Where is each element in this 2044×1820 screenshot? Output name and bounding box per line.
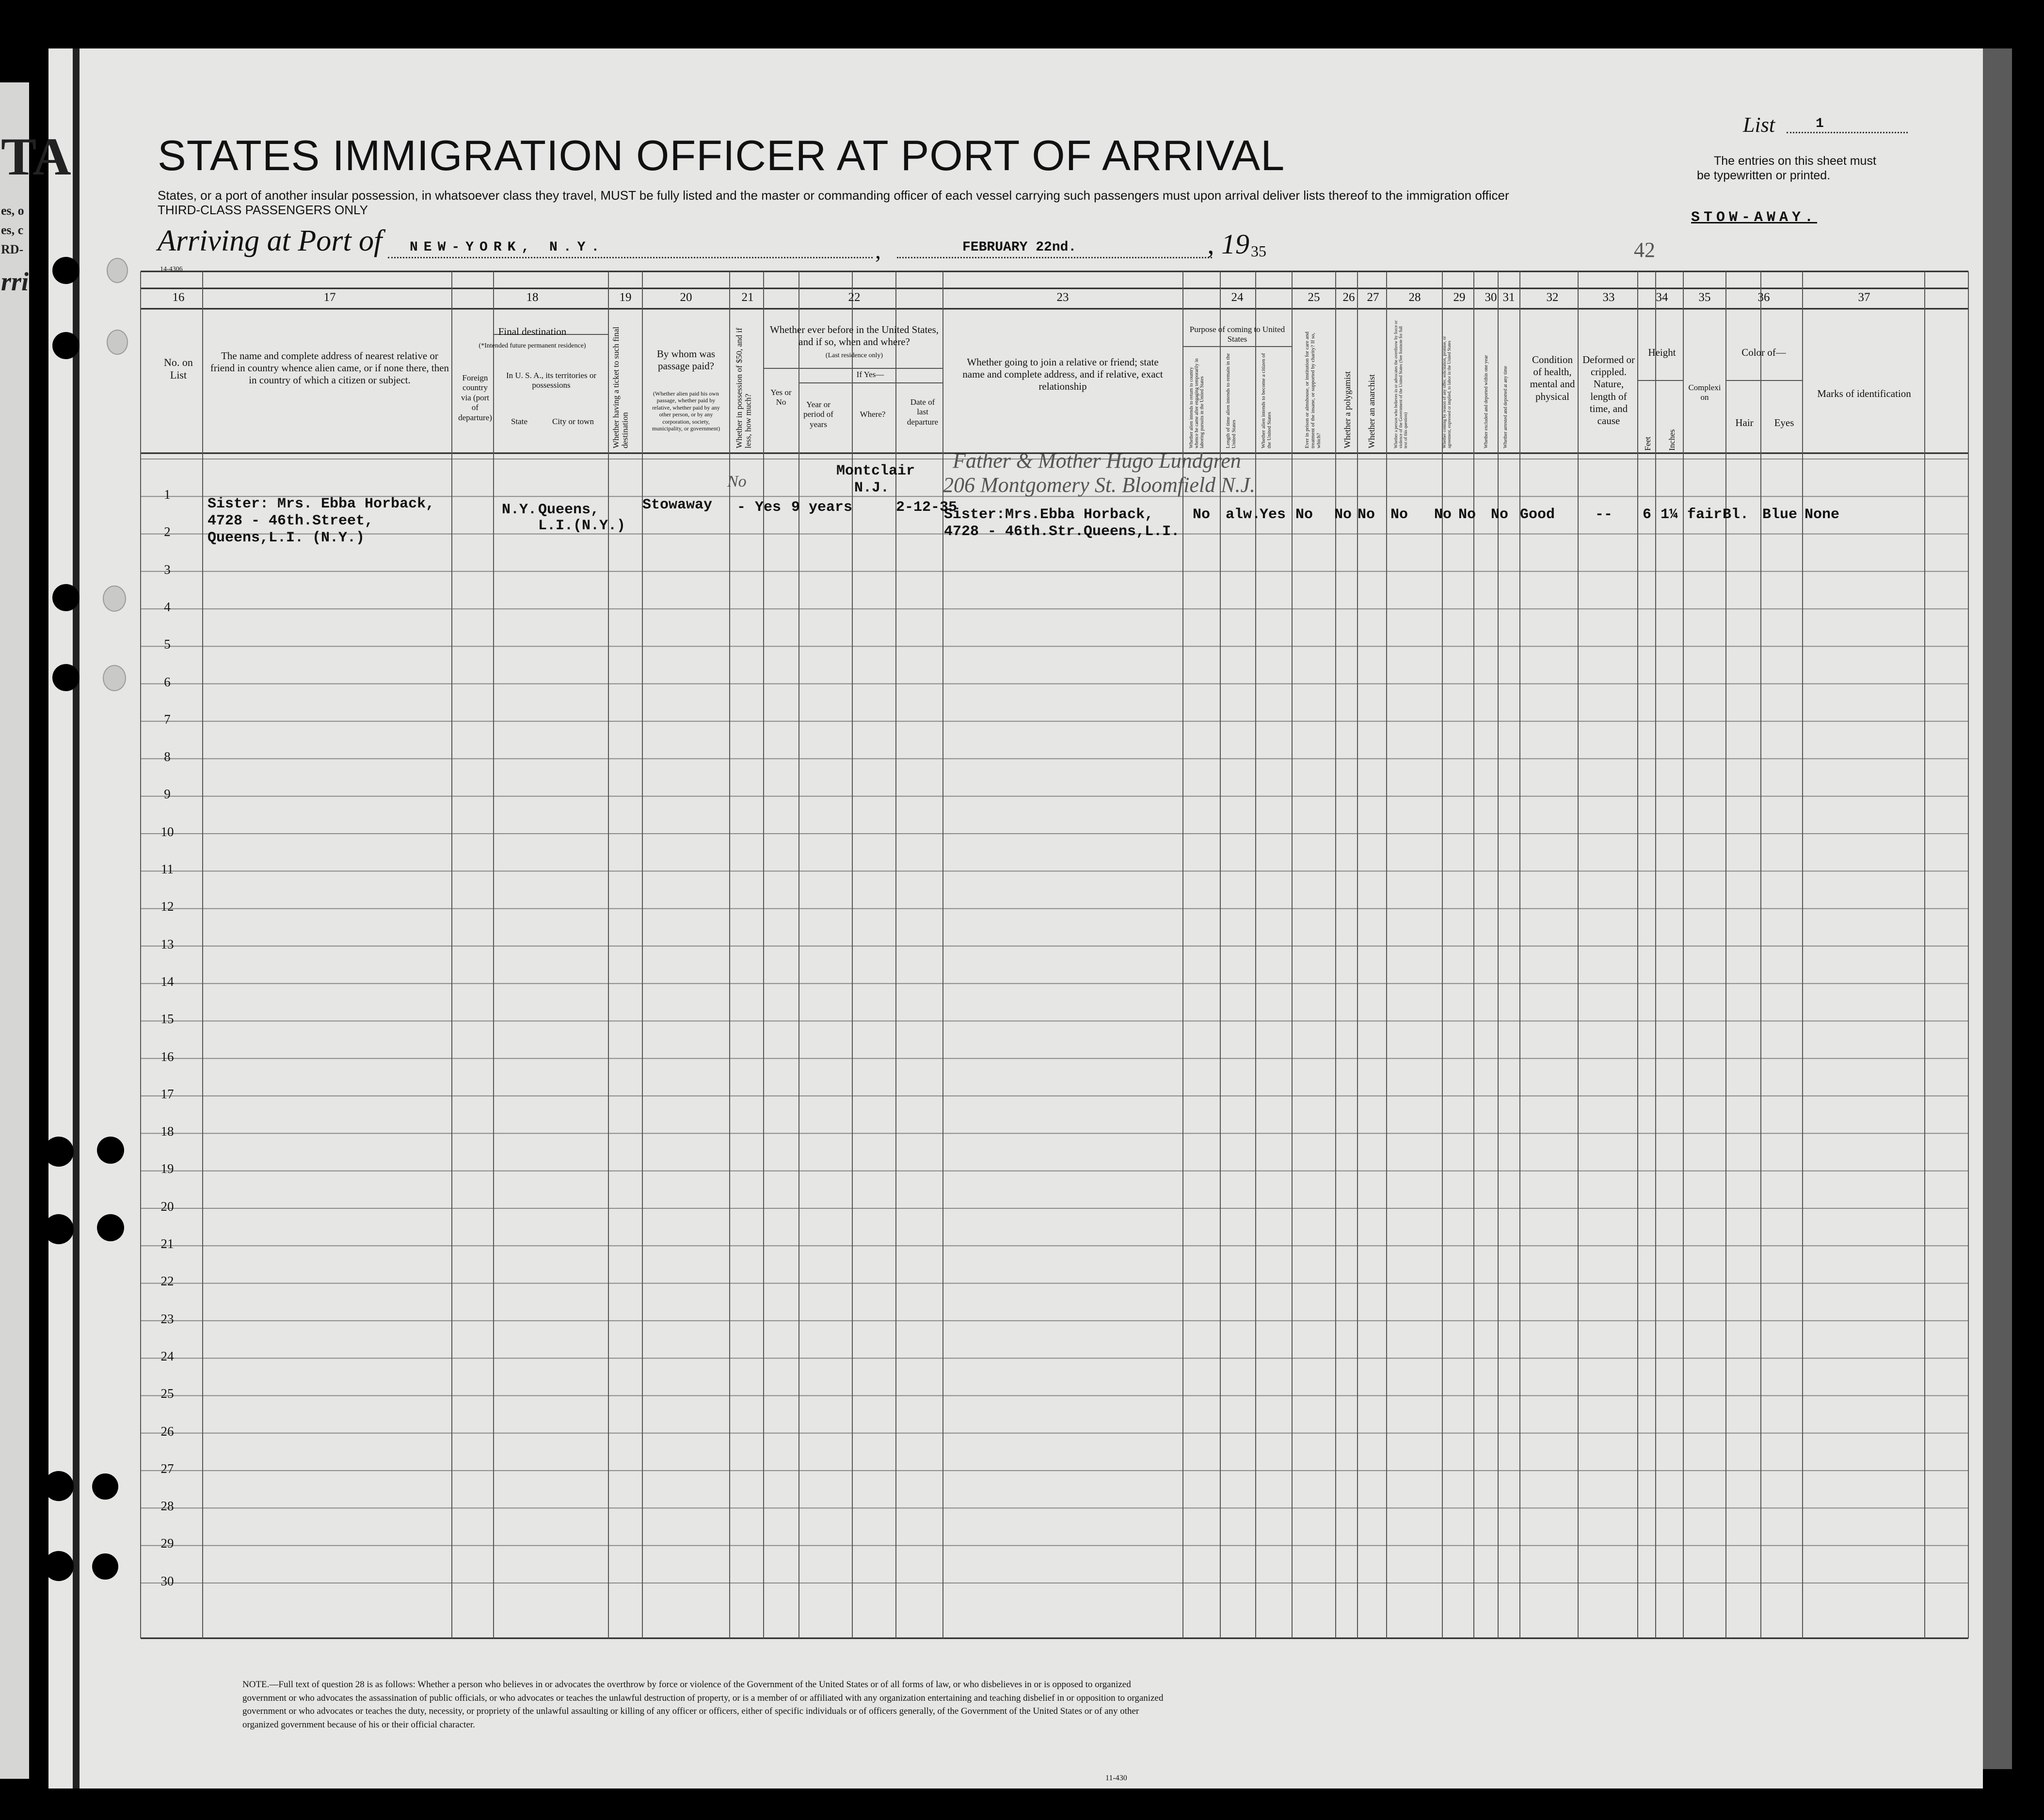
header-complexion: Complexion xyxy=(1688,383,1721,402)
header-overthrow: Whether a person who believes in or advocates the overthrow by force or violence of the Government of the United States (See footnote for full text of this question) xyxy=(1393,320,1408,448)
header-final-destination-note: (*Intended future permanent residence) xyxy=(479,342,586,349)
row-number: 5 xyxy=(164,637,171,652)
col-num-36: 36 xyxy=(1757,291,1770,304)
row-number: 11 xyxy=(161,862,174,876)
instructions-line-2: THIRD-CLASS PASSENGERS ONLY xyxy=(158,203,368,217)
row-number: 12 xyxy=(160,899,174,914)
header-where: Where? xyxy=(860,410,886,419)
purpose-return: No xyxy=(1193,506,1211,523)
money-value: - xyxy=(737,499,746,516)
row-number: 4 xyxy=(164,599,171,614)
port-value: NEW-YORK, N.Y. xyxy=(410,240,606,255)
row-number: 2 xyxy=(164,524,171,539)
last-departure-date: 2-12-35 xyxy=(896,499,958,516)
height-feet: 6 xyxy=(1643,506,1652,523)
row-number: 23 xyxy=(160,1311,174,1326)
header-ticket: Whether having a ticket to such final destination xyxy=(611,326,630,448)
col-num-30: 30 xyxy=(1485,291,1497,304)
col-num-25: 25 xyxy=(1308,291,1320,304)
row-number: 8 xyxy=(164,749,171,764)
col-num-33: 33 xyxy=(1602,291,1615,304)
comma: , xyxy=(875,238,881,264)
header-prison: Ever in prison or almshouse, or institution for care and treatment of the insane, or supported by charity? If so, which? xyxy=(1304,332,1322,448)
scrap-text-3: es, c xyxy=(1,223,24,237)
header-height: Height xyxy=(1648,347,1676,358)
row-number: 20 xyxy=(160,1199,174,1214)
entries-note-1: The entries on this sheet must xyxy=(1714,154,1876,168)
header-yes-or-no: Yes or No xyxy=(770,388,792,407)
join-relative-line-2: 4728 - 46th.Str.Queens,L.I. xyxy=(944,523,1180,540)
destination-city-line-2: L.I.(N.Y.) xyxy=(538,518,626,534)
money-handwritten: No xyxy=(727,473,747,491)
header-fifty-dollars: Whether in possession of $50, and if less, how much? xyxy=(735,328,753,448)
header-year-period: Year or period of years xyxy=(803,400,833,429)
destination-state: N.Y. xyxy=(502,502,537,518)
instructions-line-1: States, or a port of another insular possession, in whatsoever class they travel, MUST be fully listed and the master or commanding officer of each vessel carrying such passengers must upon arrival deliver lists thereof to the immigration officer xyxy=(158,188,1509,203)
row-number: 25 xyxy=(160,1386,174,1401)
year-suffix: 35 xyxy=(1251,242,1266,260)
deformed-value: -- xyxy=(1595,506,1613,523)
col-num-19: 19 xyxy=(619,291,632,304)
col-num-29: 29 xyxy=(1453,291,1466,304)
handwritten-annotation-2: 206 Montgomery St. Bloomfield N.J. xyxy=(943,473,1256,497)
header-final-destination: Final destination xyxy=(498,326,567,337)
scrap-text-1: TA xyxy=(1,127,71,186)
relative-address-line-3: Queens,L.I. (N.Y.) xyxy=(208,530,365,546)
header-hair: Hair xyxy=(1735,417,1754,428)
col-num-22: 22 xyxy=(848,291,861,304)
join-relative-line-1: Sister:Mrs.Ebba Horback, xyxy=(944,506,1154,523)
page-number: 42 xyxy=(1634,238,1655,262)
list-label: List xyxy=(1743,113,1775,137)
header-offer: Whether coming by reason of any offer, solicitation, promise, or agreement, expressed or implied, to labor in the United States xyxy=(1442,336,1452,448)
header-state: State xyxy=(511,417,527,426)
scrap-text-5: rri xyxy=(1,267,29,296)
row-number: 30 xyxy=(160,1573,174,1588)
header-eyes: Eyes xyxy=(1774,417,1794,428)
col-num-16: 16 xyxy=(172,291,185,304)
destination-city-line-1: Queens, xyxy=(538,502,600,518)
row-number: 29 xyxy=(160,1536,174,1551)
arrested-value: No xyxy=(1491,506,1509,523)
scrap-text-2: es, o xyxy=(1,204,24,218)
header-city: City or town xyxy=(552,417,594,426)
before-where-line-1: Montclair xyxy=(836,463,915,479)
header-no-on-list: No. on List xyxy=(164,356,193,381)
scrap-text-4: RD- xyxy=(1,242,24,256)
row-number: 10 xyxy=(160,824,174,839)
health-value: Good xyxy=(1520,506,1555,523)
col-num-24: 24 xyxy=(1231,291,1244,304)
header-purpose-length: Length of time alien intends to remain in the United States xyxy=(1225,353,1237,448)
row-number: 27 xyxy=(160,1461,174,1476)
footnote: NOTE.—Full text of question 28 is as follows: Whether a person who believes in or advocates the overthrow by force or violence of the Government of the United States or of all forms of law, or who disbelieves in or is opposed to organized government or who advocates the assassination of public officials, or who advocates or teaches the unlawful destruction of property, or is a member of or affiliated with any organization entertaining and teaching disbelief in or opposition to organized government or who advocates or teaches the duty, necessity, or propriety of the unlawful assaulting or killing of any officer or officers, either of specific individuals or of officers generally, of the Government of the United States or of any other organized government because of his or their official character. xyxy=(242,1679,1164,1730)
header-foreign-country: Foreign country via (port of departure) xyxy=(458,373,492,422)
row-number: 26 xyxy=(160,1424,174,1439)
row-number: 7 xyxy=(164,712,171,727)
row-number: 28 xyxy=(160,1499,174,1514)
stowaway-stamp: STOW-AWAY. xyxy=(1691,209,1818,226)
row-number: 16 xyxy=(160,1049,174,1064)
header-purpose-citizen: Whether alien intends to become a citizen of the United States xyxy=(1261,353,1273,448)
form-code: 14-4306 xyxy=(160,266,183,273)
row-number: 15 xyxy=(160,1012,174,1027)
prison-value: No xyxy=(1295,506,1313,523)
col-num-31: 31 xyxy=(1502,291,1515,304)
row-number: 13 xyxy=(160,936,174,951)
header-purpose: Purpose of coming to United States xyxy=(1189,325,1285,344)
row-number: 24 xyxy=(160,1348,174,1363)
overthrow-value: No xyxy=(1390,506,1408,523)
entries-note-2: be typewritten or printed. xyxy=(1697,169,1831,182)
eye-color: Blue xyxy=(1762,506,1798,523)
height-inches: 1¼ xyxy=(1661,506,1678,523)
header-feet: Feet xyxy=(1643,436,1652,451)
before-where-line-2: N.J. xyxy=(854,480,890,496)
col-num-23: 23 xyxy=(1056,291,1069,304)
passage-paid-by: Stowaway xyxy=(642,497,713,513)
row-number: 3 xyxy=(164,562,171,577)
year-prefix: , 19 xyxy=(1207,228,1249,260)
header-polygamist: Whether a polygamist xyxy=(1342,371,1352,448)
list-number: 1 xyxy=(1816,116,1824,131)
col-num-37: 37 xyxy=(1858,291,1870,304)
row-number: 22 xyxy=(160,1274,174,1289)
handwritten-annotation-1: Father & Mother Hugo Lundgren xyxy=(953,449,1241,473)
identification-marks: None xyxy=(1804,506,1840,523)
col-num-20: 20 xyxy=(680,291,692,304)
before-years: 9 years xyxy=(791,499,853,516)
row-number: 19 xyxy=(160,1161,174,1176)
header-anarchist: Whether an anarchist xyxy=(1367,374,1376,448)
before-yes-no: Yes xyxy=(755,499,782,516)
row-number: 1 xyxy=(164,487,171,502)
arriving-label: Arriving at Port of xyxy=(158,224,383,257)
col-num-17: 17 xyxy=(323,291,336,304)
header-marks: Marks of identification xyxy=(1817,388,1911,399)
header-if-yes: If Yes— xyxy=(856,370,884,379)
header-passage-paid: By whom was passage paid? xyxy=(656,348,716,372)
col-num-21: 21 xyxy=(741,291,754,304)
row-number: 21 xyxy=(160,1236,174,1251)
header-arrested: Whether arrested and deported at any time xyxy=(1503,366,1508,448)
header-date-departure: Date of last departure xyxy=(907,397,939,427)
relative-address-line-2: 4728 - 46th.Street, xyxy=(208,513,374,529)
row-number: 18 xyxy=(160,1124,174,1139)
header-purpose-return: Whether alien intends to return to country whence he came after engaging temporarily in laboring pursuits in the United States xyxy=(1189,358,1205,448)
col-num-32: 32 xyxy=(1546,291,1559,304)
header-usa-territories: In U. S. A., its territories or possessions xyxy=(506,371,597,390)
page-title: STATES IMMIGRATION OFFICER AT PORT OF ARRIVAL xyxy=(158,131,1285,179)
header-passage-note: (Whether alien paid his own passage, whether paid by relative, whether paid by any other person, or by any corporation, society, municipality, or government) xyxy=(652,390,720,432)
header-ever-before: Whether ever before in the United States, and if so, when and where? xyxy=(769,324,939,348)
header-deformed: Deformed or crippled. Nature, length of time, and cause xyxy=(1582,354,1635,427)
row-number: 17 xyxy=(160,1086,174,1101)
complexion-value: fair xyxy=(1687,506,1723,523)
col-num-27: 27 xyxy=(1367,291,1379,304)
anarchist-value: No xyxy=(1357,506,1375,523)
header-nearest-relative: The name and complete address of nearest relative or friend in country whence alien came, or if none there, then in country of which a citizen or subject. xyxy=(210,350,449,386)
header-color-of: Color of— xyxy=(1741,347,1786,358)
arrival-date: FEBRUARY 22nd. xyxy=(962,240,1077,255)
row-number: 9 xyxy=(164,787,171,802)
relative-address-line-1: Sister: Mrs. Ebba Horback, xyxy=(208,496,435,512)
col-num-35: 35 xyxy=(1698,291,1711,304)
purpose-length: alw. xyxy=(1226,506,1261,523)
row-number: 6 xyxy=(164,674,171,689)
col-num-18: 18 xyxy=(526,291,539,304)
purpose-citizen: Yes xyxy=(1260,506,1286,523)
row-number: 14 xyxy=(160,974,174,989)
col-num-26: 26 xyxy=(1342,291,1355,304)
polygamist-value: No xyxy=(1334,506,1352,523)
header-ever-before-note: (Last residence only) xyxy=(825,352,883,359)
offer-value: No xyxy=(1434,506,1452,523)
excluded-value: No xyxy=(1458,506,1476,523)
header-join-relative: Whether going to join a relative or friend; state name and complete address, and if relative, exact relationship xyxy=(962,356,1163,393)
header-excluded: Whether excluded and deported within one year xyxy=(1484,355,1489,448)
col-num-34: 34 xyxy=(1656,291,1668,304)
header-inches: Inches xyxy=(1667,429,1677,451)
form-number: 11-430 xyxy=(1105,1774,1127,1782)
hair-color: Bl. xyxy=(1723,506,1749,523)
col-num-28: 28 xyxy=(1408,291,1421,304)
header-health: Condition of health, mental and physical xyxy=(1530,354,1575,402)
